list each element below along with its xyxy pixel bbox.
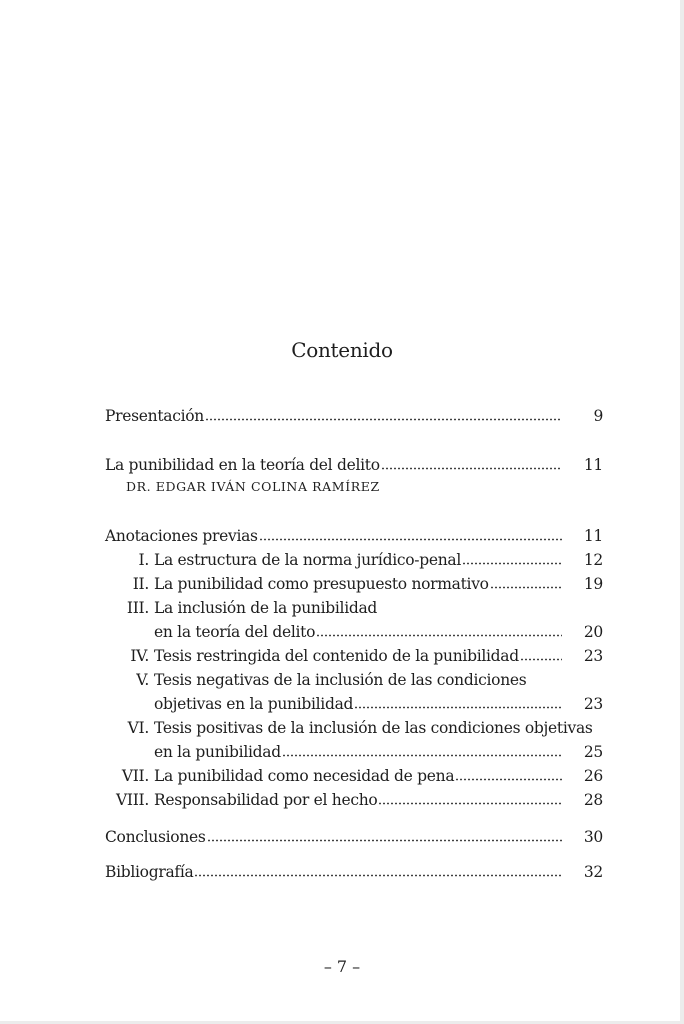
- toc-entry-text: Responsabilidad por el hecho: [154, 791, 378, 809]
- toc-entry-section-6-cont: [154, 740, 603, 764]
- dot-leader: [462, 557, 562, 565]
- section-number: VI.: [127, 719, 149, 737]
- toc-entry-text: La estructura de la norma jurídico-penal: [154, 551, 461, 569]
- toc-entry-text-line-1: Tesis negativas de la inclusión de las condiciones: [154, 671, 527, 689]
- toc-entry-page: 25: [583, 743, 603, 761]
- toc-entry-page: 23: [583, 647, 603, 665]
- toc-entry-section-3: [126, 596, 603, 620]
- toc-entry-text-line-1: La inclusión de la punibilidad: [154, 599, 378, 617]
- toc-entry-conclusiones: [105, 825, 603, 849]
- dot-leader: [259, 533, 562, 541]
- toc-entry-section-6: [127, 716, 603, 740]
- toc-entry-text: Presentación: [105, 407, 204, 425]
- toc-entry-text: Bibliografía: [105, 863, 194, 881]
- toc-entry-page: 30: [583, 828, 603, 846]
- toc-entry-text-line-2: objetivas en la punibilidad: [154, 695, 354, 713]
- toc-entry-presentacion: [105, 404, 603, 428]
- toc-entry-text: La punibilidad como presupuesto normativo: [154, 575, 489, 593]
- dot-leader: [490, 581, 562, 589]
- toc-entry-punibilidad-teoria: [105, 453, 603, 477]
- toc-entry-section-4: [130, 644, 603, 668]
- toc-entry-section-7: [121, 764, 603, 788]
- section-number: IV.: [130, 647, 149, 665]
- toc-entry-page: 19: [583, 575, 603, 593]
- toc-entry-section-5: [136, 668, 603, 692]
- toc-entry-page: 11: [583, 456, 603, 474]
- dot-leader: [381, 462, 562, 470]
- toc-entry-page: 11: [583, 527, 603, 545]
- toc-entry-bibliografia: [105, 860, 603, 884]
- toc-entry-text: La punibilidad como necesidad de pena: [154, 767, 455, 785]
- dot-leader: [282, 749, 562, 757]
- toc-entry-text-line-1: Tesis positivas de la inclusión de las condiciones objetivas: [154, 719, 593, 737]
- page-edge-right: [680, 0, 684, 1024]
- toc-entry-page: 9: [593, 407, 603, 425]
- section-number: V.: [136, 671, 149, 689]
- toc-entry-page: 12: [583, 551, 603, 569]
- toc-entry-text: La punibilidad en la teoría del delito: [105, 456, 380, 474]
- section-number: I.: [138, 551, 149, 569]
- toc-entry-section-1: [138, 548, 603, 572]
- section-number: VII.: [121, 767, 149, 785]
- dot-leader: [378, 797, 562, 805]
- page-title: Contenido: [291, 338, 393, 362]
- dot-leader: [316, 629, 562, 637]
- toc-entry-section-3-cont: [154, 620, 603, 644]
- toc-entry-text-line-2: en la punibilidad: [154, 743, 281, 761]
- toc-entry-page: 32: [583, 863, 603, 881]
- section-number: VIII.: [116, 791, 149, 809]
- toc-entry-page: 26: [583, 767, 603, 785]
- toc-entry-page: 20: [583, 623, 603, 641]
- dot-leader: [205, 413, 562, 421]
- dot-leader: [354, 701, 562, 709]
- dot-leader: [520, 653, 562, 661]
- dot-leader: [194, 869, 562, 877]
- chapter-author: DR. EDGAR IVÁN COLINA RAMÍREZ: [126, 479, 380, 494]
- toc-entry-section-5-cont: [154, 692, 603, 716]
- dot-leader: [207, 834, 562, 842]
- dot-leader: [455, 773, 562, 781]
- toc-entry-text: Tesis restringida del contenido de la punibilidad: [154, 647, 519, 665]
- toc-entry-text: Conclusiones: [105, 828, 206, 846]
- toc-entry-section-8: [116, 788, 603, 812]
- toc-entry-page: 28: [583, 791, 603, 809]
- section-number: II.: [132, 575, 149, 593]
- toc-entry-section-2: [132, 572, 603, 596]
- toc-entry-anotaciones: [105, 524, 603, 548]
- page-number: – 7 –: [323, 957, 361, 976]
- toc-entry-text-line-2: en la teoría del delito: [154, 623, 316, 641]
- toc-entry-page: 23: [583, 695, 603, 713]
- section-number: III.: [126, 599, 149, 617]
- toc-entry-text: Anotaciones previas: [105, 527, 258, 545]
